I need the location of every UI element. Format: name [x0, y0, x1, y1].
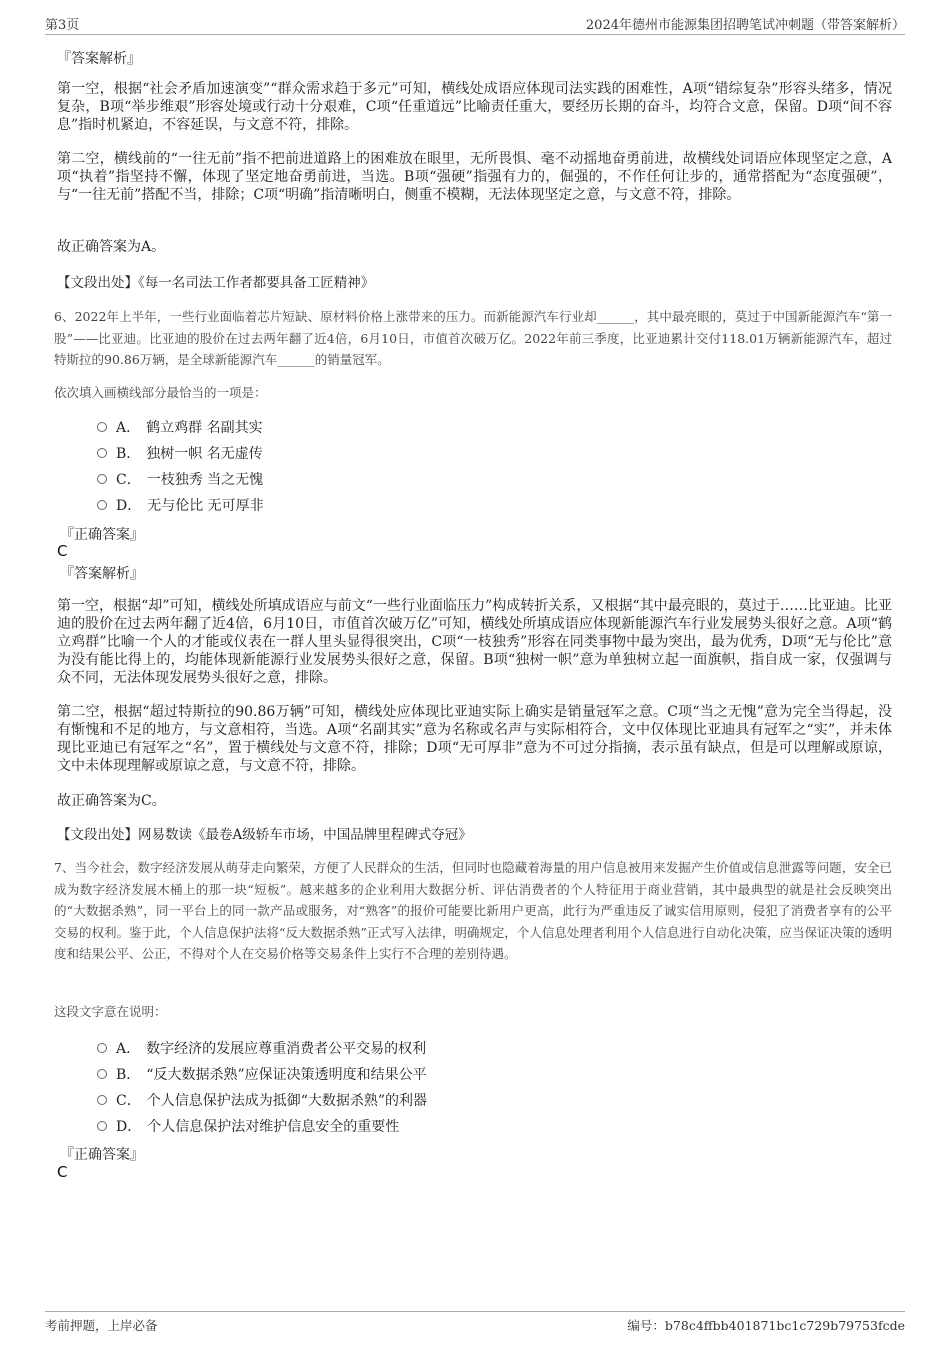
q6-option-b[interactable]: B． 独树一帜 名无虚传 [97, 443, 892, 463]
explain-header: 『答案解析』 [57, 51, 141, 67]
correct-answer: C [57, 1163, 68, 1181]
footer-slogan: 考前押题，上岸必备 [45, 1318, 158, 1333]
explain-paragraph: 第一空，根据“却”可知，横线处所填成语应与前文“一些行业面临压力”构成转折关系，又根据“其中最亮眼的，莫过于……比亚迪。比亚迪的股价在过去两年翻了近4倍，6月10日，市值首次破万亿”可知，横线处所填成语应体现新能源汽车行业发展势头很好之意。A项“鹤立鸡群”比喻一个人的才能或仪表在一群人里头显得很突出，C项“一枝独秀”形容在同类事物中最为突出，最为优秀，D项“无与伦比”意为没有能比得上的，均能体现新能源行业发展势头很好之意，保留。B项“独树一帜”意为单独树立起一面旗帜，指自成一家，仅强调与众不同，无法体现发展势头很好之意，排除。 [57, 598, 892, 686]
page-header [45, 14, 905, 35]
q6-option-d[interactable]: D． 无与伦比 无可厚非 [97, 495, 892, 515]
document-title: 2024年德州市能源集团招聘笔试冲刺题（带答案解析） [585, 18, 905, 33]
radio-icon[interactable] [97, 500, 107, 510]
source-note: 【文段出处】网易数读《最卷A级轿车市场，中国品牌里程碑式夺冠》 [57, 827, 472, 843]
radio-icon[interactable] [97, 1121, 107, 1131]
q7-option-d[interactable]: D． 个人信息保护法对维护信息安全的重要性 [97, 1116, 892, 1136]
explain-paragraph: 第二空，根据“超过特斯拉的90.86万辆”可知，横线处应体现比亚迪实际上确实是销量冠军之意。C项“当之无愧”意为完全当得起，没有惭愧和不足的地方，与文意相符，当选。A项“名副其实”意为名称或名声与实际相符合，文中仅体现比亚迪具有冠军之“实”，并未体现比亚迪已有冠军之“名”，置于横线处与文意不符，排除；D项“无可厚非”意为不可过分指摘，表示虽有缺点，但是可以理解或原谅，文中未体现理解或原谅之意，与文意不符，排除。 [57, 704, 892, 774]
radio-icon[interactable] [97, 474, 107, 484]
question-6-prompt: 依次填入画横线部分最恰当的一项是： [54, 385, 267, 400]
q7-option-a[interactable]: A． 数字经济的发展应尊重消费者公平交易的权利 [97, 1038, 892, 1058]
question-7-prompt: 这段文字意在说明： [54, 1004, 167, 1019]
document-serial: 编号：b78c4ffbb401871bc1c729b79753fcde [627, 1318, 905, 1333]
page-number: 第3页 [45, 18, 80, 33]
conclusion: 故正确答案为A。 [57, 239, 166, 255]
source-note: 【文段出处】《每一名司法工作者都要具备工匠精神》 [57, 275, 375, 291]
answer-header: 『正确答案』 [60, 1147, 144, 1163]
explain-paragraph: 第二空，横线前的“一往无前”指不把前进道路上的困难放在眼里，无所畏惧、毫不动摇地奋勇前进，故横线处词语应体现坚定之意，A项“执着”指坚持不懈，体现了坚定地奋勇前进，当选。B项“强硬”指强有力的，倔强的，不作任何让步的，通常搭配为“态度强硬”，与“一往无前”搭配不当，排除；C项“明确”指清晰明白，侧重不模糊，无法体现坚定之意，与文意不符，排除。 [57, 151, 892, 203]
radio-icon[interactable] [97, 1095, 107, 1105]
radio-icon[interactable] [97, 448, 107, 458]
conclusion: 故正确答案为C。 [57, 793, 166, 809]
question-7-text: 7、当今社会，数字经济发展从萌芽走向繁荣，方便了人民群众的生活，但同时也隐藏着海量的用户信息被用来发掘产生价值或信息泄露等问题，安全已成为数字经济发展木桶上的那一块“短板”。越来越多的企业利用大数据分析、评估消费者的个人特征用于商业营销，其中最典型的就是社会反映突出的“大数据杀熟”，同一平台上的同一款产品或服务，对“熟客”的报价可能要比新用户更高，此行为严重违反了诚实信用原则，侵犯了消费者享有的公平交易的权利。鉴于此，个人信息保护法将“反大数据杀熟”正式写入法律，明确规定，个人信息处理者利用个人信息进行自动化决策，应当保证决策的透明度和结果公平、公正，不得对个人在交易价格等交易条件上实行不合理的差别待遇。 [54, 860, 892, 961]
q7-option-c[interactable]: C． 个人信息保护法成为抵御“大数据杀熟”的利器 [97, 1090, 892, 1110]
q6-option-c[interactable]: C． 一枝独秀 当之无愧 [97, 469, 892, 489]
page-footer [45, 1311, 905, 1336]
radio-icon[interactable] [97, 1069, 107, 1079]
radio-icon[interactable] [97, 422, 107, 432]
answer-header: 『正确答案』 [60, 527, 144, 543]
question-6-text: 6、2022年上半年，一些行业面临着芯片短缺、原材料价格上涨带来的压力。而新能源汽车行业却______，其中最亮眼的，莫过于中国新能源汽车“第一股”——比亚迪。比亚迪的股价在过去两年翻了近4倍，6月10日，市值首次破万亿。2022年前三季度，比亚迪累计交付118.01万辆新能源汽车，超过特斯拉的90.86万辆，是全球新能源汽车______的销量冠军。 [54, 309, 892, 367]
q6-option-a[interactable]: A． 鹤立鸡群 名副其实 [97, 417, 892, 437]
explain-header: 『答案解析』 [60, 566, 144, 582]
q7-option-b[interactable]: B． “反大数据杀熟”应保证决策透明度和结果公平 [97, 1064, 892, 1084]
explain-paragraph: 第一空，根据“社会矛盾加速演变”“群众需求趋于多元”可知，横线处成语应体现司法实践的困难性，A项“错综复杂”形容头绪多，情况复杂，B项“举步维艰”形容处境或行动十分艰难，C项“任重道远”比喻责任重大，要经历长期的奋斗，均符合文意，保留。D项“间不容息”指时机紧迫，不容延误，与文意不符，排除。 [57, 81, 892, 133]
radio-icon[interactable] [97, 1043, 107, 1053]
correct-answer: C [57, 542, 68, 560]
